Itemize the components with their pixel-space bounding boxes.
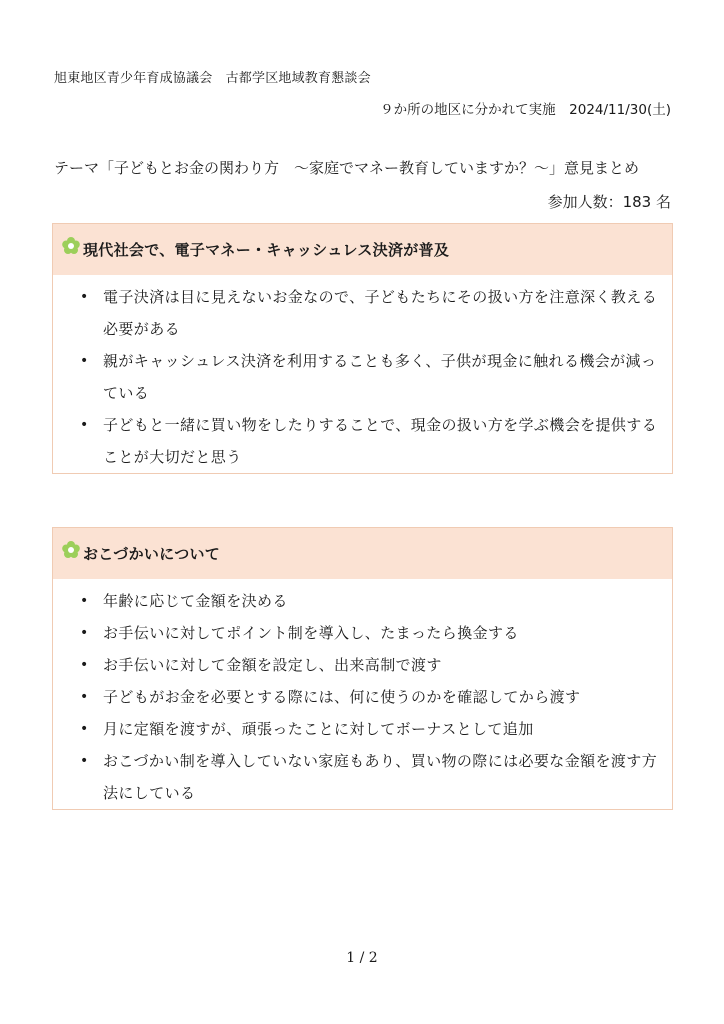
list-item <box>53 409 672 473</box>
organizers-line: 旭東地区青少年育成協議会 古都学区地域教育懇談会 <box>54 71 371 86</box>
list-item-text: お手伝いに対してポイント制を導入し、たまったら換金する <box>103 624 519 642</box>
list-item-text: おこづかい制を導入していない家庭もあり、買い物の際には必要な金額を渡す方法にしている <box>103 752 658 802</box>
bullet-icon: • <box>80 593 89 609</box>
list-item <box>53 681 672 713</box>
bullet-icon: • <box>80 289 89 305</box>
participant-count: 参加人数：183 名 <box>547 193 671 211</box>
bullet-icon: • <box>80 353 89 369</box>
bullet-list <box>53 275 672 473</box>
list-item <box>53 745 672 809</box>
bullet-icon: • <box>80 753 89 769</box>
list-item <box>53 713 672 745</box>
bullet-icon: • <box>80 625 89 641</box>
section-title: 現代社会で、電子マネー・キャッシュレス決済が普及 <box>83 241 450 259</box>
list-item <box>53 649 672 681</box>
section-cashless <box>52 223 673 474</box>
section-title: おこづかいについて <box>83 545 221 563</box>
list-item <box>53 617 672 649</box>
event-info-line: ９か所の地区に分かれて実施 2024/11/30(土) <box>380 102 671 118</box>
section-header <box>53 528 672 579</box>
bullet-icon: • <box>80 657 89 673</box>
bullet-icon: • <box>80 417 89 433</box>
list-item <box>53 345 672 409</box>
list-item-text: 電子決済は目に見えないお金なので、子どもたちにその扱い方を注意深く教える必要がある <box>103 288 658 338</box>
page-number: 1 / 2 <box>346 950 378 966</box>
bullet-list <box>53 579 672 809</box>
flower-icon <box>61 236 81 256</box>
list-item <box>53 281 672 345</box>
bullet-icon: • <box>80 689 89 705</box>
list-item-text: 子どもと一緒に買い物をしたりすることで、現金の扱い方を学ぶ機会を提供することが大切だと思う <box>103 416 658 466</box>
list-item-text: 親がキャッシュレス決済を利用することも多く、子供が現金に触れる機会が減っている <box>103 352 657 402</box>
list-item-text: お手伝いに対して金額を設定し、出来高制で渡す <box>103 656 442 674</box>
theme-title: テーマ「子どもとお金の関わり方 ～家庭でマネー教育していますか？～」意見まとめ <box>54 159 640 177</box>
list-item-text: 子どもがお金を必要とする際には、何に使うのかを確認してから渡す <box>103 688 581 706</box>
flower-icon <box>61 540 81 560</box>
section-allowance <box>52 527 673 810</box>
list-item <box>53 585 672 617</box>
bullet-icon: • <box>80 721 89 737</box>
list-item-text: 月に定額を渡すが、頑張ったことに対してボーナスとして追加 <box>103 720 534 738</box>
list-item-text: 年齢に応じて金額を決める <box>103 592 288 610</box>
section-header <box>53 224 672 275</box>
